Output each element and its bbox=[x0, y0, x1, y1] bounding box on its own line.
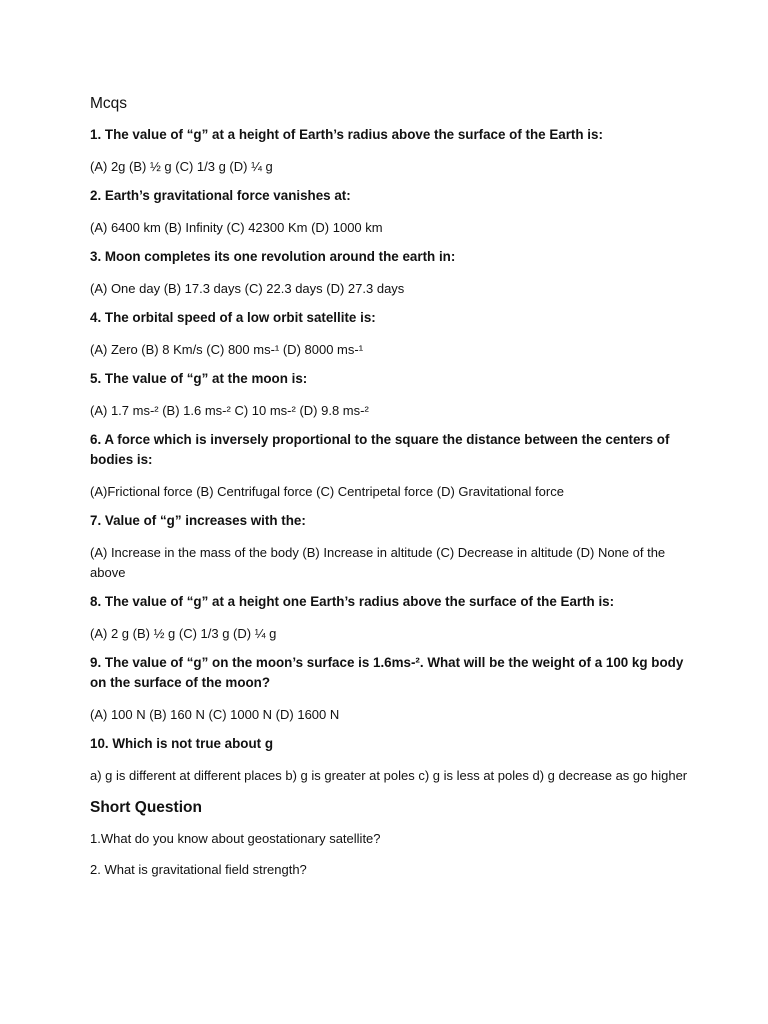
mcq-item bbox=[90, 734, 690, 786]
mcq-options-7: (A) Increase in the mass of the body (B) Increase in altitude (C) Decrease in altitude (D) None of the above bbox=[90, 545, 666, 580]
mcq-item bbox=[90, 430, 690, 502]
mcq-item bbox=[90, 308, 690, 360]
mcq-question-2: 2. Earth’s gravitational force vanishes at: bbox=[90, 188, 351, 203]
mcq-question-8: 8. The value of “g” at a height one Earth’s radius above the surface of the Earth is: bbox=[90, 594, 615, 609]
mcq-options-8: (A) 2 g (B) ½ g (C) 1/3 g (D) ¼ g bbox=[90, 626, 277, 641]
mcq-options-4: (A) Zero (B) 8 Km/s (C) 800 ms-¹ (D) 8000 ms-¹ bbox=[90, 342, 364, 357]
mcq-heading: Mcqs bbox=[90, 95, 128, 112]
mcq-question-4: 4. The orbital speed of a low orbit satellite is: bbox=[90, 310, 376, 325]
mcq-item bbox=[90, 369, 690, 421]
document-page bbox=[90, 94, 690, 891]
mcq-options-3: (A) One day (B) 17.3 days (C) 22.3 days (D) 27.3 days bbox=[90, 281, 405, 296]
mcq-question-6: 6. A force which is inversely proportional to the square the distance between the centers of bodies is: bbox=[90, 432, 670, 467]
mcq-item bbox=[90, 592, 690, 644]
short-question-1: 1.What do you know about geostationary satellite? bbox=[90, 831, 381, 846]
mcq-item bbox=[90, 511, 690, 583]
mcq-question-1: 1. The value of “g” at a height of Earth’s radius above the surface of the Earth is: bbox=[90, 127, 603, 142]
mcq-question-3: 3. Moon completes its one revolution around the earth in: bbox=[90, 249, 456, 264]
mcq-item bbox=[90, 653, 690, 725]
mcq-options-2: (A) 6400 km (B) Infinity (C) 42300 Km (D) 1000 km bbox=[90, 220, 383, 235]
mcq-question-5: 5. The value of “g” at the moon is: bbox=[90, 371, 308, 386]
mcq-question-10: 10. Which is not true about g bbox=[90, 736, 274, 751]
mcq-options-10: a) g is different at different places b) g is greater at poles c) g is less at poles d) g decrease as go higher bbox=[90, 768, 688, 783]
short-question-2: 2. What is gravitational field strength? bbox=[90, 862, 307, 877]
short-question-heading: Short Question bbox=[90, 799, 202, 816]
mcq-options-9: (A) 100 N (B) 160 N (C) 1000 N (D) 1600 N bbox=[90, 707, 340, 722]
mcq-question-9: 9. The value of “g” on the moon’s surface is 1.6ms-². What will be the weight of a 100 kg body on the surface of the moon? bbox=[90, 655, 684, 690]
mcq-item bbox=[90, 125, 690, 177]
mcq-options-6: (A)Frictional force (B) Centrifugal force (C) Centripetal force (D) Gravitational force bbox=[90, 484, 564, 499]
mcq-item bbox=[90, 247, 690, 299]
mcq-question-7: 7. Value of “g” increases with the: bbox=[90, 513, 306, 528]
mcq-options-5: (A) 1.7 ms-² (B) 1.6 ms-² C) 10 ms-² (D) 9.8 ms-² bbox=[90, 403, 369, 418]
mcq-options-1: (A) 2g (B) ½ g (C) 1/3 g (D) ¼ g bbox=[90, 159, 273, 174]
mcq-item bbox=[90, 186, 690, 238]
